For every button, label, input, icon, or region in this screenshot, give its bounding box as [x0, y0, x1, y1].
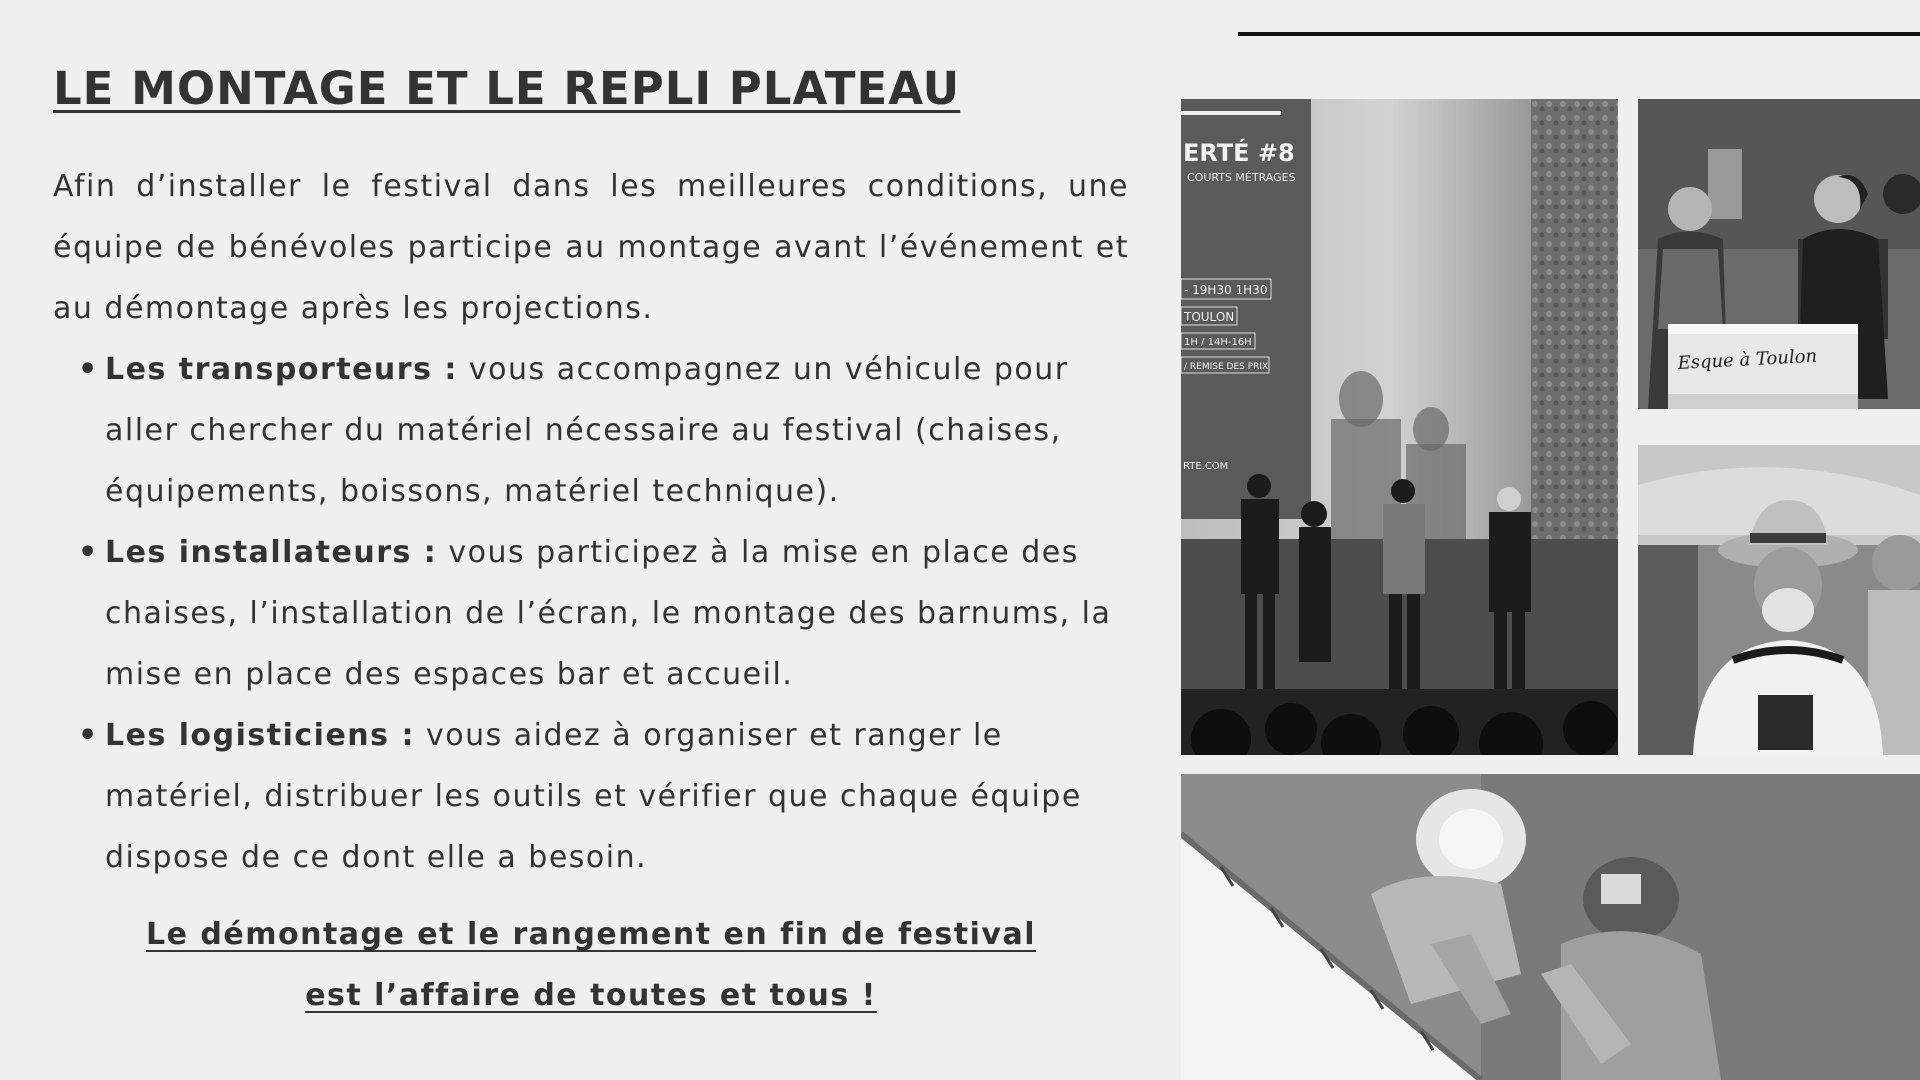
top-rule: [1238, 32, 1920, 36]
closing-line: Le démontage et le rangement en fin de festival: [146, 917, 1036, 952]
role-description: vous aidez à organiser et ranger le matériel, distribuer les outils et vérifier que chaque équipe dispose de ce dont elle a besoin.: [105, 718, 1082, 875]
photo-man-with-hat: [1638, 445, 1920, 755]
screen-badge: - 19H30 1H30: [1184, 283, 1268, 297]
closing-statement: [53, 904, 1129, 1026]
role-item-transporteurs: [53, 339, 1129, 522]
page-title: LE MONTAGE ET LE REPLI PLATEAU: [53, 62, 961, 115]
desk-sign: Esque à Toulon: [1677, 345, 1818, 374]
stage-photo-illustration: [1181, 99, 1618, 755]
closing-line: est l’affaire de toutes et tous !: [305, 978, 877, 1013]
screen-url: RTE.COM: [1183, 461, 1229, 472]
bullet-icon: •: [78, 535, 99, 570]
role-name: Les installateurs :: [105, 535, 438, 570]
role-name: Les transporteurs :: [105, 352, 458, 387]
screen-badge: 1H / 14H-16H: [1184, 337, 1252, 348]
reception-photo-illustration: [1638, 99, 1920, 409]
screen-badge: TOULON: [1184, 310, 1235, 324]
screen-subtitle: COURTS MÉTRAGES: [1187, 171, 1296, 184]
screen-badge: / REMISE DES PRIX: [1184, 362, 1269, 372]
slide-content: [53, 156, 1129, 1026]
bullet-icon: •: [78, 352, 99, 387]
role-description: vous participez à la mise en place des chaises, l’installation de l’écran, le montage des barnums, la mise en place des espaces bar et accueil.: [105, 535, 1112, 692]
bullet-icon: •: [78, 718, 99, 753]
photo-stage-presentation: [1181, 99, 1618, 755]
role-item-installateurs: [53, 522, 1129, 705]
photo-reception-desk: [1638, 99, 1920, 409]
role-name: Les logisticiens :: [105, 718, 415, 753]
assembly-photo-illustration: [1181, 774, 1920, 1080]
photo-assembly-work: [1181, 774, 1920, 1080]
intro-paragraph: Afin d’installer le festival dans les meilleures conditions, une équipe de bénévoles participe au montage avant l’événement et au démontage après les projections.: [53, 169, 1129, 326]
screen-title: ERTÉ #8: [1183, 139, 1295, 167]
hat-photo-illustration: [1638, 445, 1920, 755]
role-description: vous accompagnez un véhicule pour aller chercher du matériel nécessaire au festival (chaises, équipements, boissons, matériel technique).: [105, 352, 1069, 509]
role-list: [53, 339, 1129, 888]
role-item-logisticiens: [53, 705, 1129, 888]
